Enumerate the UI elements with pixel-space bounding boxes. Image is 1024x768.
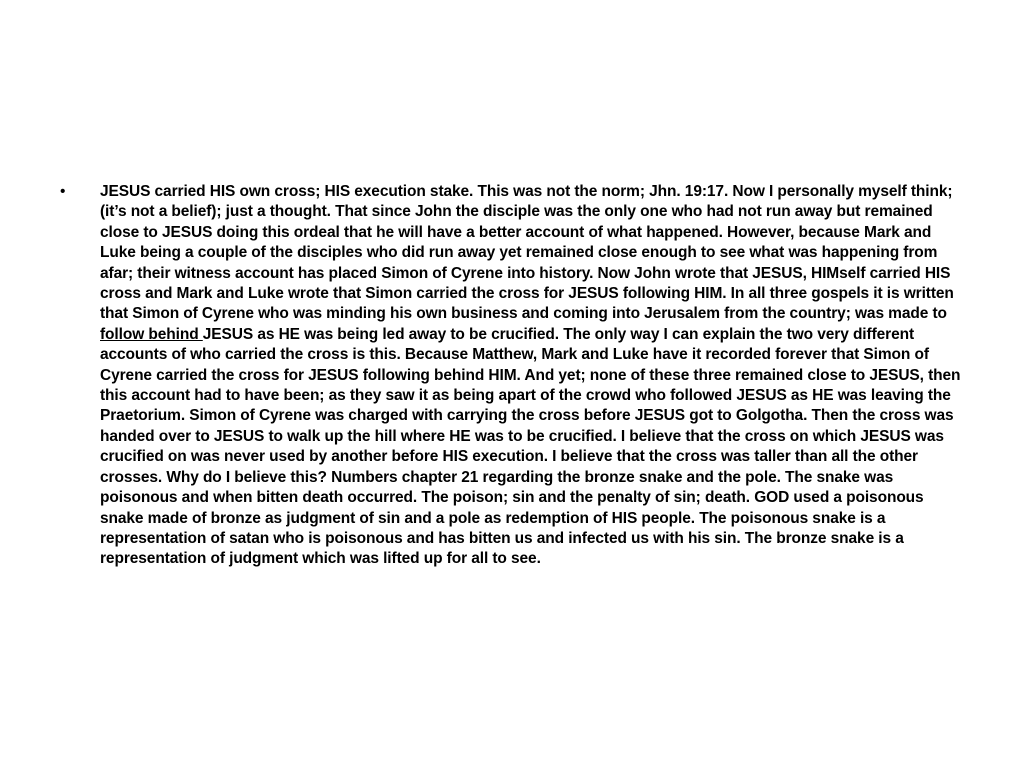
bullet-item bbox=[60, 182, 965, 570]
bullet-list bbox=[60, 182, 965, 570]
paragraph-text-part1: JESUS carried HIS own cross; HIS execution stake. This was not the norm; Jhn. 19:17. Now I personally myself think; (it’s not a belief); just a thought. That since John the disciple was the only one who had not run away but remained close to JESUS doing this ordeal that he will have a better account of what happened. However, because Mark and Luke being a couple of the disciples who did run away yet remained close enough to see what was happening from afar; their witness account has placed Simon of Cyrene into history. Now John wrote that JESUS, HIMself carried HIS cross and Mark and Luke wrote that Simon carried the cross for JESUS following HIM. In all three gospels it is written that Simon of Cyrene who was minding his own business and coming into Jerusalem from the country; was made to bbox=[100, 183, 954, 323]
paragraph-underlined-phrase: follow behind bbox=[100, 325, 203, 343]
paragraph-text-part2: JESUS as HE was being led away to be crucified. The only way I can explain the two very different accounts of who carried the cross is this. Because Matthew, Mark and Luke have it recorded forever that Simon of Cyrene carried the cross for JESUS following behind HIM. And yet; none of these three remained close to JESUS, then this account had to have been; as they saw it as being apart of the crowd who followed JESUS as HE was leaving the Praetorium. Simon of Cyrene was charged with carrying the cross before JESUS got to Golgotha. Then the cross was handed over to JESUS to walk up the hill where HE was to be crucified. I believe that the cross on which JESUS was crucified on was never used by another before HIS execution. I believe that the cross was taller than all the other crosses. Why do I believe this? Numbers chapter 21 regarding the bronze snake and the pole. The snake was poisonous and when bitten death occurred. The poison; sin and the penalty of sin; death. GOD used a poisonous snake made of bronze as judgment of sin and a pole as redemption of HIS people. The poisonous snake is a representation of satan who is poisonous and has bitten us and infected us with his sin. The bronze snake is a representation of judgment which was lifted up for all to see. bbox=[100, 325, 961, 568]
bullet-icon: • bbox=[60, 183, 66, 200]
